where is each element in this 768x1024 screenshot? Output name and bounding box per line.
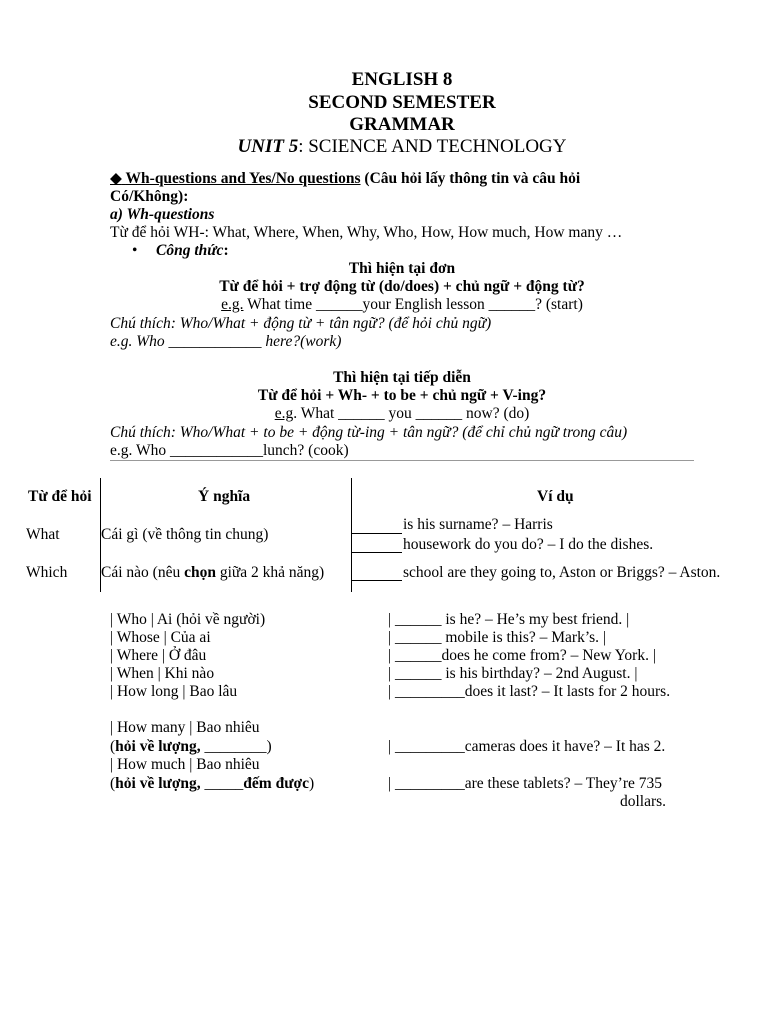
blank-line xyxy=(352,552,402,553)
table-row-what-meaning: Cái gì (về thông tin chung) xyxy=(101,526,269,543)
section-heading xyxy=(110,170,580,188)
present-continuous-note: Chú thích: Who/What + to be + động từ-ing + tân ngữ? (để chỉ chủ ngữ trong câu) xyxy=(110,424,628,441)
unit-title xyxy=(0,136,768,158)
wh-words-list: Từ để hỏi WH-: What, Where, When, Why, Who, How, How much, How many … xyxy=(110,224,623,241)
doc-title-line2: SECOND SEMESTER xyxy=(308,92,496,113)
table-header-word: Từ để hỏi xyxy=(28,488,92,505)
how-much-line2: (hỏi về lượng, _____đếm được) xyxy=(110,775,315,792)
how-much-example-cont: dollars. xyxy=(620,793,667,810)
table-row-what-word: What xyxy=(26,526,60,543)
how-much-example: | _________are these tablets? – They’re 735 xyxy=(388,775,662,792)
present-simple-note: Chú thích: Who/What + động từ + tân ngữ? (để hỏi chủ ngữ) xyxy=(110,315,492,332)
blank-line xyxy=(352,533,402,534)
how-much-line1: | How much | Bao nhiêu xyxy=(110,756,260,773)
list-item-left: | When | Khi nào xyxy=(110,665,215,682)
present-continuous-example xyxy=(0,405,768,423)
table-header-example: Ví dụ xyxy=(537,488,574,505)
section-heading-rest: (Câu hỏi lấy thông tin và câu hỏi xyxy=(360,170,581,187)
present-simple-title: Thì hiện tại đơn xyxy=(348,260,456,277)
table-row-what-example2: housework do you do? – I do the dishes. xyxy=(403,536,654,553)
table-column-divider-2 xyxy=(351,478,352,592)
eg-text: What time ______your English lesson ______? (start) xyxy=(243,296,583,313)
table-row-what-example1: is his surname? – Harris xyxy=(403,516,553,533)
list-item-left: | Where | Ở đâu xyxy=(110,647,207,664)
doc-title-line3: GRAMMAR xyxy=(349,114,455,135)
present-simple-example2: e.g. Who ____________ here?(work) xyxy=(110,333,342,350)
list-item-left: | How long | Bao lâu xyxy=(110,683,238,700)
present-simple-formula: Từ để hỏi + trợ động từ (do/does) + chủ ngữ + động từ? xyxy=(219,278,585,295)
list-item-right: | ______does he come from? – New York. | xyxy=(388,647,656,664)
unit-name: : SCIENCE AND TECHNOLOGY xyxy=(298,136,567,157)
diamond-bullet-icon: ◆ xyxy=(110,170,122,187)
present-continuous-title: Thì hiện tại tiếp diễn xyxy=(333,369,471,386)
section-heading-underlined: Wh-questions and Yes/No questions xyxy=(125,170,361,187)
section-heading-line2: Có/Không): xyxy=(110,188,189,205)
list-item-right: | _________does it last? – It lasts for 2 hours. xyxy=(388,683,671,700)
eg-label: e.g. xyxy=(221,296,244,313)
how-many-example: | _________cameras does it have? – It has 2. xyxy=(388,738,666,755)
how-many-line2: (hỏi về lượng, ________) xyxy=(110,738,272,755)
present-simple-example xyxy=(0,296,768,314)
table-row-which-word: Which xyxy=(26,564,68,581)
list-item-right: | ______ is his birthday? – 2nd August. | xyxy=(388,665,638,682)
present-continuous-example2: e.g. Who ____________lunch? (cook) xyxy=(110,442,349,459)
eg-label: e.g xyxy=(274,405,294,422)
list-item-left: | Whose | Của ai xyxy=(110,629,211,646)
list-item-left: | Who | Ai (hỏi về người) xyxy=(110,611,266,628)
divider xyxy=(110,460,694,461)
eg-text: . What ______ you ______ now? (do) xyxy=(293,405,530,422)
table-row-which-example: school are they going to, Aston or Briggs? – Aston. xyxy=(403,564,721,581)
list-item-right: | ______ is he? – He’s my best friend. | xyxy=(388,611,630,628)
unit-number: UNIT 5 xyxy=(237,136,299,157)
subsection-a: a) Wh-questions xyxy=(110,206,215,223)
list-item-right: | ______ mobile is this? – Mark’s. | xyxy=(388,629,607,646)
formula-label: Công thức: xyxy=(156,242,229,259)
how-many-line1: | How many | Bao nhiêu xyxy=(110,719,260,736)
formula-bullet-icon: • xyxy=(132,242,138,259)
present-continuous-formula: Từ để hỏi + Wh- + to be + chủ ngữ + V-ing? xyxy=(257,387,547,404)
table-header-meaning: Ý nghĩa xyxy=(198,488,251,505)
doc-title-line1: ENGLISH 8 xyxy=(351,69,453,90)
table-row-which-meaning: Cái nào (nêu chọn giữa 2 khả năng) xyxy=(101,564,325,581)
blank-line xyxy=(352,580,402,581)
